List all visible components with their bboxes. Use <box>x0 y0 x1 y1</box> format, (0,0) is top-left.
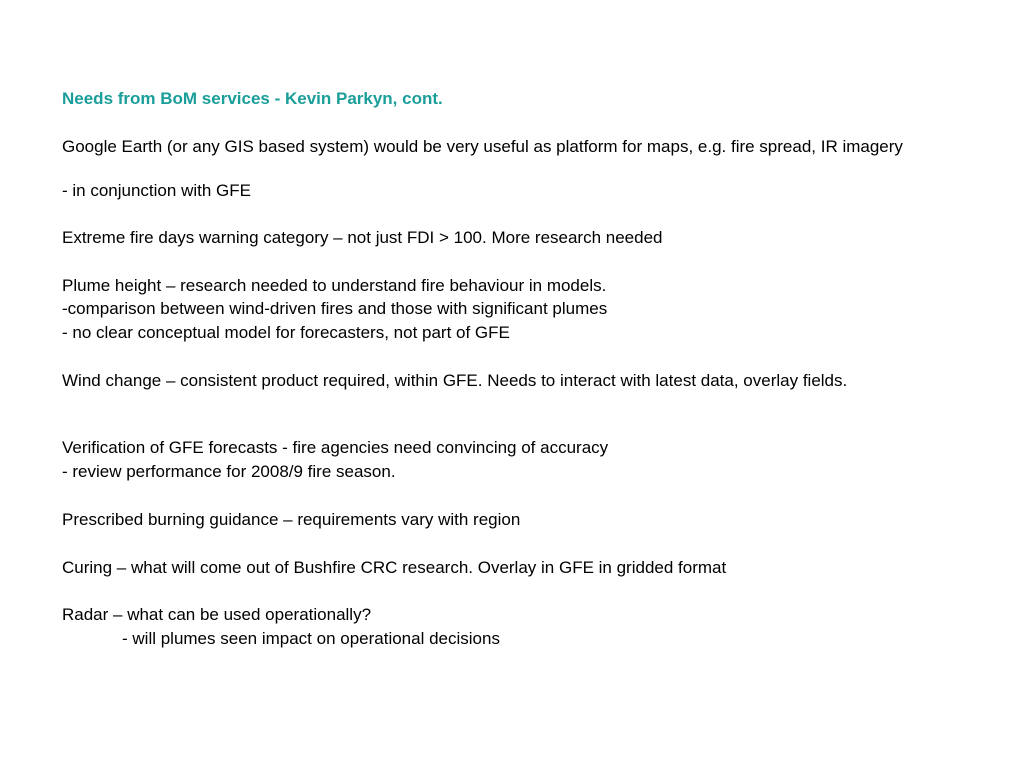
text-line-google-earth: Google Earth (or any GIS based system) would be very useful as platform for maps, e.g. fire spread, IR imagery <box>62 137 903 156</box>
text-line-extreme-fire-days: Extreme fire days warning category – not just FDI > 100. More research needed <box>62 228 663 247</box>
text-line-review-performance: - review performance for 2008/9 fire season. <box>62 462 396 481</box>
text-line-verification: Verification of GFE forecasts - fire agencies need convincing of accuracy <box>62 438 609 457</box>
text-line-plume-height: Plume height – research needed to understand fire behaviour in models. <box>62 276 607 295</box>
text-line-plumes-impact: - will plumes seen impact on operational decisions <box>122 629 500 648</box>
text-line-comparison: -comparison between wind-driven fires and those with significant plumes <box>62 299 608 318</box>
text-line-radar: Radar – what can be used operationally? <box>62 605 372 624</box>
text-line-prescribed-burning: Prescribed burning guidance – requirements vary with region <box>62 510 521 529</box>
text-line-curing: Curing – what will come out of Bushfire CRC research. Overlay in GFE in gridded format <box>62 558 727 577</box>
slide-title: Needs from BoM services - Kevin Parkyn, cont. <box>62 89 443 108</box>
text-line-conceptual-model: - no clear conceptual model for forecasters, not part of GFE <box>62 323 510 342</box>
text-line-wind-change: Wind change – consistent product required, within GFE. Needs to interact with latest data, overlay fields. <box>62 371 848 390</box>
text-line-gfe-conjunction: - in conjunction with GFE <box>62 181 251 200</box>
